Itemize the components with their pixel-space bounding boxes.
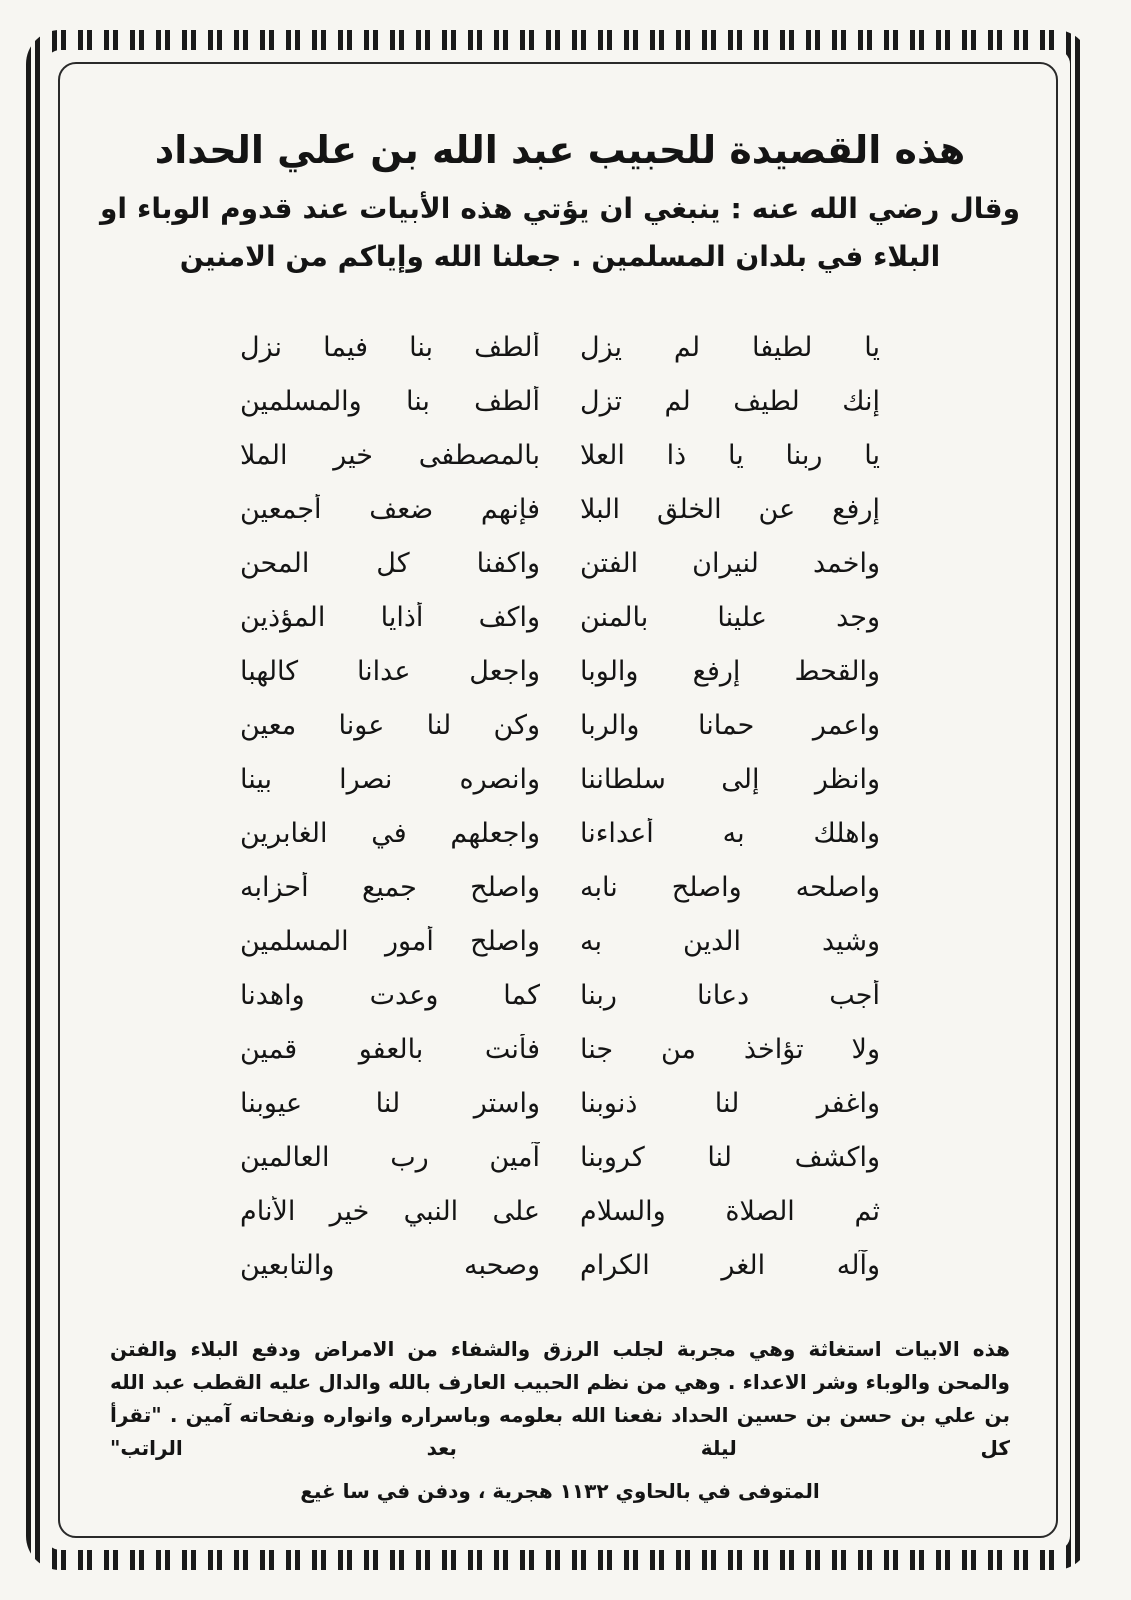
- verse-first-hemistich: أجب دعانا ربنا: [580, 980, 880, 1012]
- poem-verse: [240, 591, 880, 645]
- verse-first-hemistich: إرفع عن الخلق البلا: [580, 494, 880, 526]
- poem-verse: [240, 753, 880, 807]
- verse-second-hemistich: بالمصطفى خير الملا: [240, 440, 540, 472]
- poem-verse: [240, 1077, 880, 1131]
- verse-second-hemistich: واصلح أمور المسلمين: [240, 926, 540, 958]
- verse-first-hemistich: واهلك به أعداءنا: [580, 818, 880, 850]
- poem-verse: [240, 1239, 880, 1293]
- poem-verse: [240, 915, 880, 969]
- poem-verse: [240, 699, 880, 753]
- verse-first-hemistich: واكشف لنا كروبنا: [580, 1142, 880, 1174]
- poem-verse: [240, 645, 880, 699]
- verse-first-hemistich: واخمد لنيران الفتن: [580, 548, 880, 580]
- verse-first-hemistich: ثم الصلاة والسلام: [580, 1196, 880, 1228]
- verse-second-hemistich: وصحبه والتابعين: [240, 1250, 540, 1282]
- verse-second-hemistich: وكن لنا عونا معين: [240, 710, 540, 742]
- verse-first-hemistich: وجد علينا بالمنن: [580, 602, 880, 634]
- poem-verse: [240, 483, 880, 537]
- poem-verse: [240, 1023, 880, 1077]
- verse-second-hemistich: على النبي خير الأنام: [240, 1196, 540, 1228]
- verse-first-hemistich: والقحط إرفع والوبا: [580, 656, 880, 688]
- poem-verse: [240, 969, 880, 1023]
- poem-verse: [240, 537, 880, 591]
- verse-second-hemistich: واكف أذايا المؤذين: [240, 602, 540, 634]
- poem-verse: [240, 1131, 880, 1185]
- poem-verse: [240, 861, 880, 915]
- verse-first-hemistich: واعمر حمانا والربا: [580, 710, 880, 742]
- verse-first-hemistich: يا ربنا يا ذا العلا: [580, 440, 880, 472]
- verse-second-hemistich: واصلح جميع أحزابه: [240, 872, 540, 904]
- verse-second-hemistich: واجعلهم في الغابرين: [240, 818, 540, 850]
- poem: [240, 321, 880, 1293]
- poem-verse: [240, 1185, 880, 1239]
- verse-first-hemistich: يا لطيفا لم يزل: [580, 332, 880, 364]
- poem-verse: [240, 375, 880, 429]
- verse-second-hemistich: فأنت بالعفو قمين: [240, 1034, 540, 1066]
- verse-second-hemistich: آمين رب العالمين: [240, 1142, 540, 1174]
- verse-first-hemistich: واغفر لنا ذنوبنا: [580, 1088, 880, 1120]
- verse-second-hemistich: كما وعدت واهدنا: [240, 980, 540, 1012]
- page-title: هذه القصيدة للحبيب عبد الله بن علي الحداد: [154, 128, 966, 172]
- verse-second-hemistich: واكفنا كل المحن: [240, 548, 540, 580]
- verse-second-hemistich: فإنهم ضعف أجمعين: [240, 494, 540, 526]
- verse-first-hemistich: وآله الغر الكرام: [580, 1250, 880, 1282]
- verse-second-hemistich: واستر لنا عيوبنا: [240, 1088, 540, 1120]
- closing-note: هذه الابيات استغاثة وهي مجربة لجلب الرزق والشفاء من الامراض ودفع البلاء والفتن والمحن والوباء وشر الاعداء . وهي من نظم الحبيب العارف بالله والدال عليه القطب عبد الله بن علي بن حسن بن حسين الحداد نفعنا الله بعلومه وباسراره وانواره ونفحاته آمين . "تقرأ كل ليلة بعد الراتب": [110, 1336, 1010, 1460]
- verse-second-hemistich: ألطف بنا فيما نزل: [240, 332, 540, 364]
- verse-second-hemistich: واجعل عدانا كالهبا: [240, 656, 540, 688]
- verse-first-hemistich: واصلحه واصلح نابه: [580, 872, 880, 904]
- poem-verse: [240, 321, 880, 375]
- verse-second-hemistich: ألطف بنا والمسلمين: [240, 386, 540, 418]
- verse-first-hemistich: إنك لطيف لم تزل: [580, 386, 880, 418]
- intro-text: وقال رضي الله عنه : ينبغي ان يؤتي هذه الأبيات عند قدوم الوباء او البلاء في بلدان المسلمين . جعلنا الله وإياكم من الامنين: [100, 192, 1020, 273]
- verse-first-hemistich: ولا تؤاخذ من جنا: [580, 1034, 880, 1066]
- poem-verse: [240, 429, 880, 483]
- document-page: [90, 96, 1030, 1526]
- poem-verse: [240, 807, 880, 861]
- verse-second-hemistich: وانصره نصرا بينا: [240, 764, 540, 796]
- footer-note: المتوفى في بالحاوي ١١٣٢ هجرية ، ودفن في سا غيع: [300, 1478, 820, 1503]
- verse-first-hemistich: وانظر إلى سلطاننا: [580, 764, 880, 796]
- verse-first-hemistich: وشيد الدين به: [580, 926, 880, 958]
